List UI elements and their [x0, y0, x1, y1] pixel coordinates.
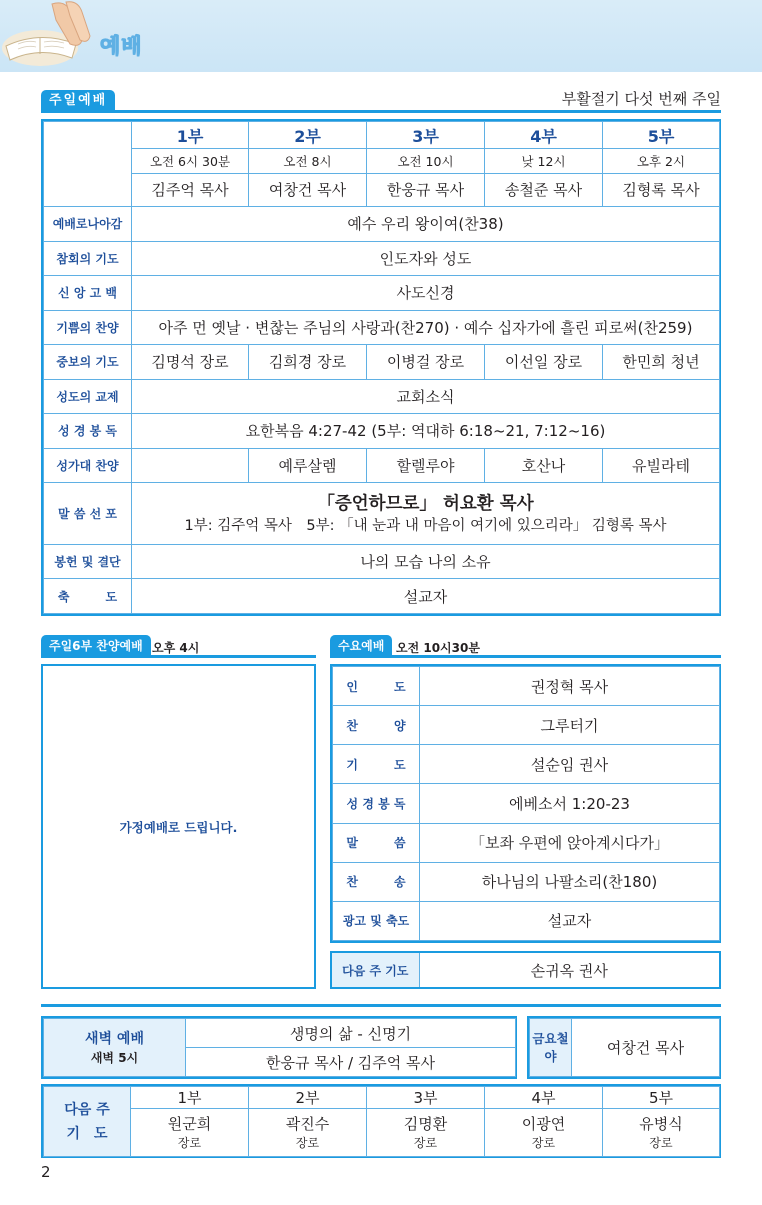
- prayer-name: 이광연: [521, 1114, 566, 1133]
- prayer-person: [249, 1109, 367, 1157]
- service-pastor: 송철준 목사: [485, 173, 603, 206]
- prayer-person: [603, 1109, 720, 1157]
- prayer-name: 유병식: [639, 1114, 683, 1133]
- row-label-creed: 신 앙 고 백: [44, 276, 132, 310]
- wed-row-label: 성 경 봉 독: [333, 784, 420, 823]
- row-label-sermon: 말 씀 선 포: [44, 483, 132, 545]
- choir-piece: 유빌라테: [603, 448, 720, 482]
- wed-row-value: 권정혁 목사: [420, 667, 720, 706]
- page-number: 2: [41, 1163, 51, 1181]
- friday-leader: 여창건 목사: [572, 1019, 720, 1077]
- next-week-prayer-table: [41, 1084, 721, 1158]
- sunday-worship-table: [41, 119, 721, 616]
- confession-prayer: 인도자와 성도: [132, 241, 720, 275]
- wednesday-next-prayer: [330, 951, 721, 989]
- row-label-choir: 성가대 찬양: [44, 448, 132, 482]
- service-part: 5부: [603, 122, 720, 149]
- wed-row-label: 찬 양: [333, 706, 420, 745]
- prayer-role: 장로: [531, 1135, 556, 1150]
- sermon-note: 1부: 김주억 목사 5부: 「내 눈과 내 마음이 여기에 있으리라」 김형록 목사: [184, 517, 667, 534]
- offering-song: 나의 모습 나의 소유: [132, 544, 720, 578]
- creed: 사도신경: [132, 276, 720, 310]
- row-label-benediction: 축 도: [44, 579, 132, 614]
- prayer-role: 장로: [177, 1135, 202, 1150]
- sunday6-tab-rule: [41, 655, 316, 658]
- sunday-worship-tab: 주일예배: [41, 90, 115, 112]
- dawn-title: 새벽 예배: [85, 1030, 144, 1047]
- sunday6-message: 가정예배로 드립니다.: [119, 819, 238, 835]
- service-part: 3부: [367, 122, 485, 149]
- fellowship: 교회소식: [132, 379, 720, 413]
- wed-row-value: 그루터기: [420, 706, 720, 745]
- hands-and-bible-icon: [0, 0, 96, 72]
- prayer-part: 1부: [131, 1087, 249, 1109]
- service-part: 4부: [485, 122, 603, 149]
- wed-next-prayer-label: 다음 주 기도: [332, 953, 419, 987]
- friday-worship-table: [527, 1016, 721, 1079]
- prayer-person: [367, 1109, 485, 1157]
- sermon-title: 「증언하므로」 허요환 목사: [317, 493, 534, 514]
- sunday6-time: 오후 4시: [152, 641, 200, 655]
- choir-piece: 예루살렘: [249, 448, 367, 482]
- header-corner-cell: [44, 122, 132, 207]
- prayer-part: 3부: [367, 1087, 485, 1109]
- service-pastor: 김형록 목사: [603, 173, 720, 206]
- wed-row-label: 광고 및 축도: [333, 901, 420, 940]
- intercessor: 김명석 장로: [132, 345, 249, 379]
- friday-label: 금요철야: [530, 1019, 572, 1077]
- prayer-role: 장로: [413, 1135, 438, 1150]
- service-pastor: 한웅규 목사: [367, 173, 485, 206]
- wednesday-tab-rule: [330, 655, 721, 658]
- sermon-cell: [132, 483, 720, 545]
- wed-row-label: 찬 송: [333, 862, 420, 901]
- prayer-name: 김명환: [403, 1114, 448, 1133]
- next-prayer-label-1: 다음 주: [64, 1101, 110, 1118]
- row-label-intercession: 중보의 기도: [44, 345, 132, 379]
- dawn-leaders: 한웅규 목사 / 김주억 목사: [186, 1048, 516, 1077]
- intercessor: 김희경 장로: [249, 345, 367, 379]
- row-label-confession: 참회의 기도: [44, 241, 132, 275]
- prayer-role: 장로: [295, 1135, 320, 1150]
- service-part: 1부: [132, 122, 249, 149]
- row-label-praise: 기쁨의 찬양: [44, 310, 132, 344]
- prayer-part: 4부: [485, 1087, 603, 1109]
- row-label-scripture: 성 경 봉 독: [44, 414, 132, 448]
- wed-row-label: 말 씀: [333, 823, 420, 862]
- intercessor: 이선일 장로: [485, 345, 603, 379]
- dawn-label-cell: [44, 1019, 186, 1077]
- page-title: 예배: [100, 34, 143, 58]
- wed-next-prayer-value: 손귀옥 권사: [530, 961, 608, 980]
- intercessor: 한민희 청년: [603, 345, 720, 379]
- service-time: 오전 8시: [249, 149, 367, 173]
- next-prayer-label-cell: [44, 1087, 131, 1157]
- choir-piece: [132, 448, 249, 482]
- section-divider: [41, 1004, 721, 1007]
- praise-songs: 아주 먼 옛날 · 변찮는 주님의 사랑과(찬270) · 예수 십자가에 흘린 피로써(찬259): [132, 310, 720, 344]
- benediction: 설교자: [132, 579, 720, 614]
- row-label-fellowship: 성도의 교제: [44, 379, 132, 413]
- wed-row-value: 설순임 권사: [420, 745, 720, 784]
- liturgical-season: 부활절기 다섯 번째 주일: [561, 90, 721, 108]
- sunday6-box: [41, 664, 316, 989]
- wed-row-value: 설교자: [420, 901, 720, 940]
- sunday6-tab: 주일6부 찬양예배: [41, 635, 151, 657]
- service-time: 낮 12시: [485, 149, 603, 173]
- dawn-topic: 생명의 삶 - 신명기: [186, 1019, 516, 1048]
- prayer-person: [485, 1109, 603, 1157]
- wednesday-table: [330, 664, 721, 943]
- wednesday-time: 오전 10시30분: [396, 641, 480, 655]
- choir-piece: 호산나: [485, 448, 603, 482]
- prayer-role: 장로: [649, 1135, 673, 1150]
- page-banner: [0, 0, 762, 72]
- wed-row-value: 에베소서 1:20-23: [420, 784, 720, 823]
- wednesday-tab: 수요예배: [330, 635, 392, 657]
- service-time: 오전 10시: [367, 149, 485, 173]
- prayer-name: 원군희: [167, 1114, 212, 1133]
- prayer-name: 곽진수: [285, 1114, 330, 1133]
- scripture-reading: 요한복음 4:27-42 (5부: 역대하 6:18~21, 7:12~16): [132, 414, 720, 448]
- service-pastor: 김주억 목사: [132, 173, 249, 206]
- wed-row-label: 기 도: [333, 745, 420, 784]
- service-time: 오전 6시 30분: [132, 149, 249, 173]
- next-prayer-label-2: 기 도: [66, 1125, 108, 1142]
- sunday-tab-rule: [41, 110, 721, 113]
- dawn-worship-table: [41, 1016, 517, 1079]
- prayer-part: 5부: [603, 1087, 720, 1109]
- choir-piece: 할렐루야: [367, 448, 485, 482]
- intercessor: 이병걸 장로: [367, 345, 485, 379]
- row-label-call: 예배로나아감: [44, 207, 132, 241]
- service-pastor: 여창건 목사: [249, 173, 367, 206]
- wed-row-value: 하나님의 나팔소리(찬180): [420, 862, 720, 901]
- service-part: 2부: [249, 122, 367, 149]
- call-to-worship: 예수 우리 왕이여(찬38): [132, 207, 720, 241]
- service-time: 오후 2시: [603, 149, 720, 173]
- row-label-offering: 봉헌 및 결단: [44, 544, 132, 578]
- wed-row-value: 「보좌 우편에 앉아계시다가」: [420, 823, 720, 862]
- prayer-person: [131, 1109, 249, 1157]
- wed-row-label: 인 도: [333, 667, 420, 706]
- dawn-time: 새벽 5시: [90, 1050, 139, 1065]
- prayer-part: 2부: [249, 1087, 367, 1109]
